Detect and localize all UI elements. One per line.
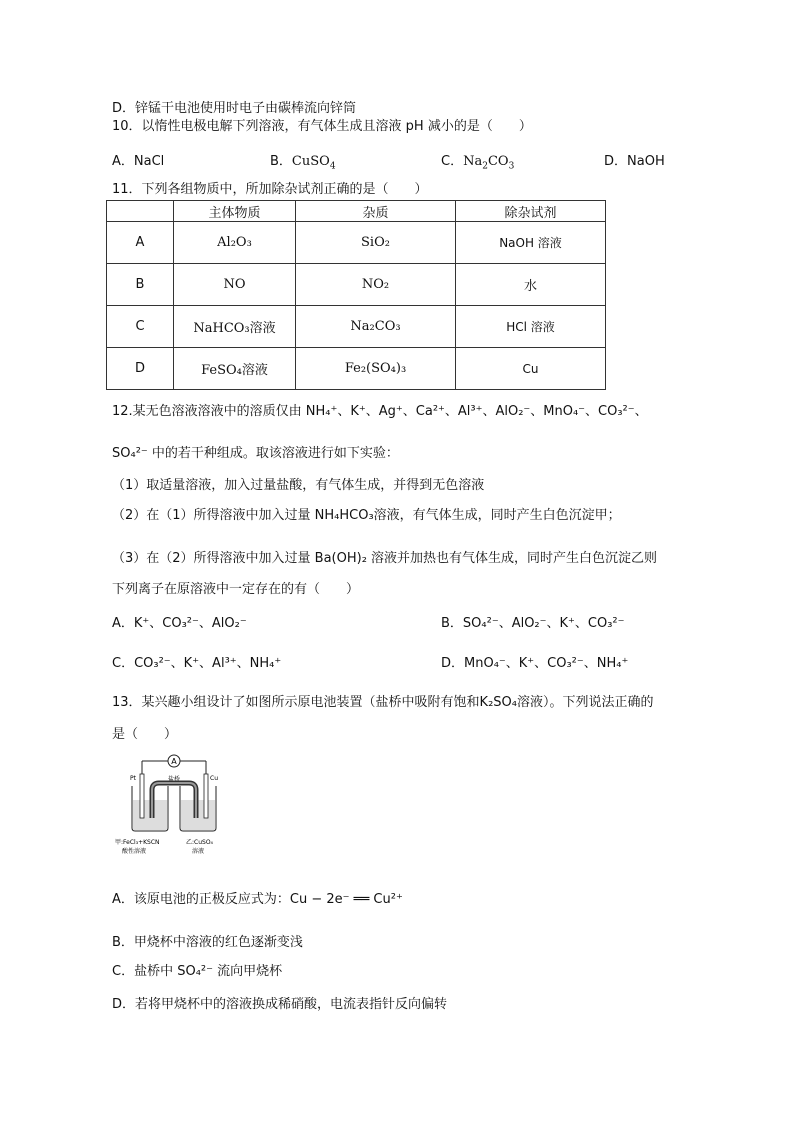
impurity: Fe₂(SO₄)₃: [296, 348, 456, 390]
reagent: NaOH 溶液: [456, 222, 606, 264]
right-caption-2: 溶液: [192, 848, 205, 855]
q12-option-d: D．MnO₄⁻、K⁺、CO₃²⁻、NH₄⁺: [441, 656, 629, 671]
row-label: D: [107, 348, 174, 390]
q13-option-c: C．盐桥中 SO₄²⁻ 流向甲烧杯: [112, 964, 283, 979]
q13-option-b: B．甲烧杯中溶液的红色逐渐变浅: [112, 935, 303, 950]
pt-label: Pt: [130, 775, 136, 782]
table-header-row: [107, 201, 606, 222]
impurity: SiO₂: [296, 222, 456, 264]
q12-stem-line1: 12.某无色溶液溶液中的溶质仅由 NH₄⁺、K⁺、Ag⁺、Ca²⁺、Al³⁺、AlO₂⁻、MnO₄⁻、CO₃²⁻、: [112, 404, 648, 419]
q13-option-d: D．若将甲烧杯中的溶液换成稀硝酸，电流表指针反向偏转: [112, 997, 448, 1012]
q9-option-d: D．锌锰干电池使用时电子由碳棒流向锌筒: [112, 101, 357, 116]
q11-table: [106, 200, 606, 390]
salt-bridge-label: 盐桥: [167, 776, 181, 783]
header-cell: 杂质: [296, 201, 456, 222]
q10-option-c: C．$Na_2CO_3$: [441, 154, 515, 172]
ammeter-label: A: [171, 757, 177, 766]
row-label: A: [107, 222, 174, 264]
reagent: HCl 溶液: [456, 306, 606, 348]
impurity: NO₂: [296, 264, 456, 306]
q13-option-a: A．该原电池的正极反应式为：Cu − 2e⁻ ══ Cu²⁺: [112, 892, 403, 907]
main-substance: NO: [174, 264, 296, 306]
table-row: [107, 348, 606, 390]
q11-stem: 11．下列各组物质中，所加除杂试剂正确的是（ ）: [112, 182, 428, 197]
right-caption-1: 乙:CuSO₄: [186, 839, 213, 846]
q13-stem-line2: 是（ ）: [112, 727, 178, 742]
cu-electrode: [204, 774, 208, 818]
main-substance: Al₂O₃: [174, 222, 296, 264]
header-cell: 除杂试剂: [456, 201, 606, 222]
q12-option-b: B．SO₄²⁻、AlO₂⁻、K⁺、CO₃²⁻: [441, 616, 625, 631]
left-caption-1: 甲:FeCl₃+KSCN: [115, 839, 160, 846]
q12-step4: 下列离子在原溶液中一定存在的有（ ）: [112, 582, 360, 597]
q10-stem: 10．以惰性电极电解下列溶液，有气体生成且溶液 pH 减小的是（ ）: [112, 119, 532, 134]
q10-option-a: A．NaCl: [112, 154, 165, 169]
q12-option-c: C．CO₃²⁻、K⁺、Al³⁺、NH₄⁺: [112, 656, 282, 671]
q12-step1: （1）取适量溶液，加入过量盐酸，有气体生成，并得到无色溶液: [112, 478, 485, 493]
left-caption-2: 酸性溶液: [122, 848, 147, 855]
main-substance: NaHCO₃溶液: [174, 306, 296, 348]
q12-step2: （2）在（1）所得溶液中加入过量 NH₄HCO₃溶液，有气体生成，同时产生白色沉淀甲；: [112, 508, 621, 523]
q10-option-b: B．CuSO$_4$: [270, 154, 336, 172]
q10-option-d: D．NaOH: [604, 154, 665, 169]
cu-label: Cu: [210, 775, 218, 782]
q12-step3: （3）在（2）所得溶液中加入过量 Ba(OH)₂ 溶液并加热也有气体生成，同时产生白色沉淀乙则: [112, 551, 658, 566]
row-label: B: [107, 264, 174, 306]
row-label: C: [107, 306, 174, 348]
header-cell: [107, 201, 174, 222]
table-row: [107, 264, 606, 306]
table-row: [107, 222, 606, 264]
reagent: Cu: [456, 348, 606, 390]
header-cell: 主体物质: [174, 201, 296, 222]
pt-electrode: [140, 774, 144, 818]
main-substance: FeSO₄溶液: [174, 348, 296, 390]
q12-option-a: A．K⁺、CO₃²⁻、AlO₂⁻: [112, 616, 247, 631]
impurity: Na₂CO₃: [296, 306, 456, 348]
table-row: [107, 306, 606, 348]
q13-stem-line1: 13．某兴趣小组设计了如图所示原电池装置（盐桥中吸附有饱和K₂SO₄溶液）。下列说法正确的: [112, 695, 654, 710]
galvanic-cell-figure: [112, 750, 228, 862]
reagent: 水: [456, 264, 606, 306]
q12-stem-line2: SO₄²⁻ 中的若干种组成。取该溶液进行如下实验：: [112, 446, 399, 461]
